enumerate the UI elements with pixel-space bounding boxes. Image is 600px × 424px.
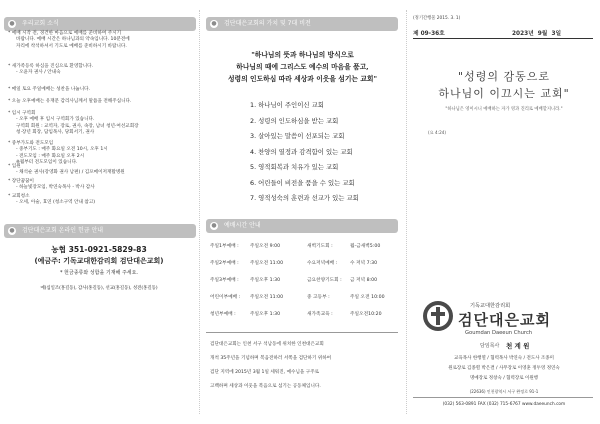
worship-cell: 주일오전 11:00 xyxy=(250,295,284,300)
footer-rule xyxy=(413,397,593,398)
worship-row xyxy=(210,294,400,304)
worship-cell: 금요찬양기도회 : xyxy=(307,278,342,283)
vision-item: 2. 성령의 인도하심을 받는 교회 xyxy=(250,116,339,125)
announcement-line: - 전도모임 : 매주 화요일 오후 2시 xyxy=(16,153,85,159)
church-contact: (032) 563-0891 FAX (032) 715-6767 www.daeeunch.com xyxy=(442,402,566,407)
vision-item: 5. 영적회복과 치유가 있는 교회 xyxy=(250,163,339,171)
vision-header-text: 검단대은교회의 가치 및 7대 비전 xyxy=(224,20,311,27)
vision-item: 3. 살아있는 말씀이 선포되는 교회 xyxy=(250,132,345,140)
worship-header xyxy=(206,219,398,233)
worship-cell: 주일 오전 10:00 xyxy=(350,295,385,300)
account-holder: (예금주: 기독교대한감리회 검단대은교회) xyxy=(34,257,164,265)
announcements-header xyxy=(4,17,196,31)
worship-row xyxy=(210,243,400,253)
announcements-header-text: 우리교회 소식 xyxy=(22,20,59,27)
church-emblem-icon xyxy=(422,300,454,332)
divider xyxy=(206,332,398,333)
worship-cell: 주일오후 1:30 xyxy=(250,278,281,283)
announcement-line: 바랍니다. 예배 시간은 하나님과의 약속입니다. 10분전에 xyxy=(16,37,130,43)
worship-row xyxy=(210,311,400,321)
worship-cell: 새가족교육 : xyxy=(307,312,333,317)
column-divider xyxy=(406,10,407,414)
announcement-line: * 오늘 오후예배는 유재문 감리사님께서 말씀을 전해주십니다. xyxy=(8,99,132,104)
announcement-line: - 중부기도 : 매주 화요일 오전 10시, 오후 1시 xyxy=(16,147,108,153)
bullet-icon: ● xyxy=(9,20,15,27)
announcements-panel xyxy=(0,0,198,424)
offering-example: 예)십일조(홍길동), 감사(홍길동), 선교(홍길동), 성전(홍길동) xyxy=(40,286,158,291)
worship-row xyxy=(210,260,400,270)
worship-header-text: 예배시간 안내 xyxy=(224,222,261,229)
announcement-line: * 예배 시작 전, 경건한 마음으로 예배를 준비하여 주시기 xyxy=(8,31,122,36)
announcement-line: * 매일 토요 주일예배는 성찬을 나눕니다. xyxy=(8,87,91,92)
worship-cell: 주일2부예배 : xyxy=(210,261,239,266)
announcement-line: * 장단꿈꿈이 xyxy=(8,179,34,184)
worship-cell: 금 저녁 8:00 xyxy=(350,278,378,283)
offering-note: * 헌금종류와 성함을 기재해 주세요. xyxy=(59,270,139,276)
theme-title-line-2: 하나님이 이끄시는 교회" xyxy=(438,87,570,100)
bulletin-date: 2023년 9월 3일 xyxy=(512,31,562,37)
staff-line: 교육목사 한행열 / 협력목사 박연숙 / 전도사 조종미 xyxy=(454,356,554,361)
value-line-3: 성령의 인도하심 따라 세상과 이웃을 섬기는 교회" xyxy=(227,75,378,83)
bullet-icon: ● xyxy=(211,20,217,27)
staff-line: 원로장로 김종렬 박은결 / 사무장로 이영훈 정두영 정연숙 xyxy=(448,366,560,371)
worship-cell: 주일오후 1:30 xyxy=(250,312,281,317)
bank-account: 농협 351-0921-5829-83 xyxy=(51,245,147,254)
vision-header xyxy=(206,17,398,31)
pastor-label: 담임목사 xyxy=(480,343,500,349)
announcement-line: * 입원 xyxy=(8,164,21,169)
announcement-item xyxy=(8,64,93,77)
header-rule xyxy=(413,38,593,39)
worship-cell: 주일오전10:20 xyxy=(350,312,382,317)
announcement-line: - 하늘빛장모임, 박연숙목사 - 박사 감사 xyxy=(16,185,95,191)
announcement-item xyxy=(8,179,95,192)
worship-cell: 수 저녁 7:30 xyxy=(350,261,378,266)
denomination: 기독교대한감리회 xyxy=(470,303,511,309)
announcement-item xyxy=(8,31,130,50)
intro-line: 고백하며 세상과 이웃을 복음으로 섬기는 공동체입니다. xyxy=(210,384,321,389)
worship-cell: 주일1부예배 : xyxy=(210,244,239,249)
bullet-icon: ● xyxy=(9,227,15,234)
announcement-line: - 오윤자 권사 / 안내숙 xyxy=(16,70,61,76)
announcement-line: * 교회청소 xyxy=(8,194,30,199)
value-line-2: 하나님의 때에 그리스도 예수의 마음을 품고, xyxy=(236,63,369,71)
announcement-item xyxy=(8,99,131,105)
church-address: (22636) 인천광역시 서구 완정로 91-1 xyxy=(469,389,539,394)
announcement-line: - 오후 예배 후 임시 구역회가 있습니다. xyxy=(16,117,95,123)
announcement-item xyxy=(8,164,125,177)
vision-item: 4. 찬양의 열정과 감격함이 있는 교회 xyxy=(250,147,353,156)
church-name: 검단대은교회 xyxy=(458,311,551,329)
announcement-line: ※월부터 전도모임이 있습니다. xyxy=(16,160,78,166)
worship-cell: 어린이부예배 : xyxy=(210,295,241,300)
announcement-line: * 중부가도와 전도모임 xyxy=(8,141,54,146)
issue-number: 제 09-36호 xyxy=(413,31,445,37)
intro-line: 검단 지역에 2015년 3월 1일 세워진, 예수님을 구주로 xyxy=(210,370,320,375)
vision-item: 6. 어린들이 비전을 품을 수 있는 교회 xyxy=(250,178,355,187)
announcement-line: * 새가족등록 하심을 진심으로 환영합니다. xyxy=(8,64,94,69)
bullet-icon: ● xyxy=(211,222,217,229)
pastor-name: 천 계 원 xyxy=(506,342,530,350)
worship-cell: 청년부예배 : xyxy=(210,312,236,317)
announcement-line: - 채석순 권사(강영화 권사 남편) / 김포메이저재활병원 xyxy=(16,170,125,176)
theme-title-line-1: "성령의 감동으로 xyxy=(458,70,550,83)
worship-cell: 월-금새벽5:00 xyxy=(350,244,381,249)
announcement-line: * 임시 구역회 xyxy=(8,111,36,116)
online-offering-header-text: 검단대은교회 온라인 헌금 안내 xyxy=(22,227,104,234)
intro-line: 개척 35주년을 기념하며 복음전하러 서쪽을 검단하기 위하여 xyxy=(210,356,332,361)
announcement-item xyxy=(8,194,95,207)
staff-line: 명예장로 정창숙 / 협력장로 이원행 xyxy=(469,376,539,381)
worship-cell: 주일3부예배 : xyxy=(210,278,239,283)
vision-item: 1. 하나님이 주인이신 교회 xyxy=(250,101,324,109)
online-offering-header xyxy=(4,224,196,238)
scripture-verse: "하나님은 영이시니 예배하는 자가 영과 진리로 예배할지니라." xyxy=(445,107,563,112)
announcement-line: - 오세, 아술, 효연 (청소구역 안내 참고) xyxy=(16,200,96,206)
church-roman-name: Goumdan Daeeun Church xyxy=(465,330,533,336)
worship-cell: 새벽기도회 : xyxy=(307,244,333,249)
value-line-1: "하나님의 뜻과 하나님의 방식으로 xyxy=(251,51,354,59)
intro-line: 검단대은교회는 인천 서구 석남동에 위치한 인천대은교회 xyxy=(210,342,324,347)
worship-row xyxy=(210,277,400,287)
worship-cell: 주일오전 9:00 xyxy=(250,244,281,249)
worship-cell: 주일오전 11:00 xyxy=(250,261,284,266)
announcement-line: 청·장년 회장, 담임목사, 당회서기, 권사 xyxy=(16,130,95,136)
announcement-item xyxy=(8,141,108,167)
vision-item: 7. 영적성숙의 훈련과 선교가 있는 교회 xyxy=(250,194,359,202)
announcement-item xyxy=(8,111,139,137)
worship-cell: 중 고등부 : xyxy=(307,295,330,300)
registration-number: (정기간행물 2015. 3. 1) xyxy=(413,16,461,21)
announcement-line: 구역회 회원 : 교역자, 장로, 권사, 속장, 남녀 청년·여선교회장 xyxy=(16,123,139,129)
worship-cell: 수요저녁예배 : xyxy=(307,261,338,266)
scripture-reference: (요 4:24) xyxy=(428,130,447,135)
announcement-line: 자리에 착석하셔서 기도로 예배를 준비하시기 바랍니다. xyxy=(16,43,127,49)
announcement-item xyxy=(8,87,90,93)
